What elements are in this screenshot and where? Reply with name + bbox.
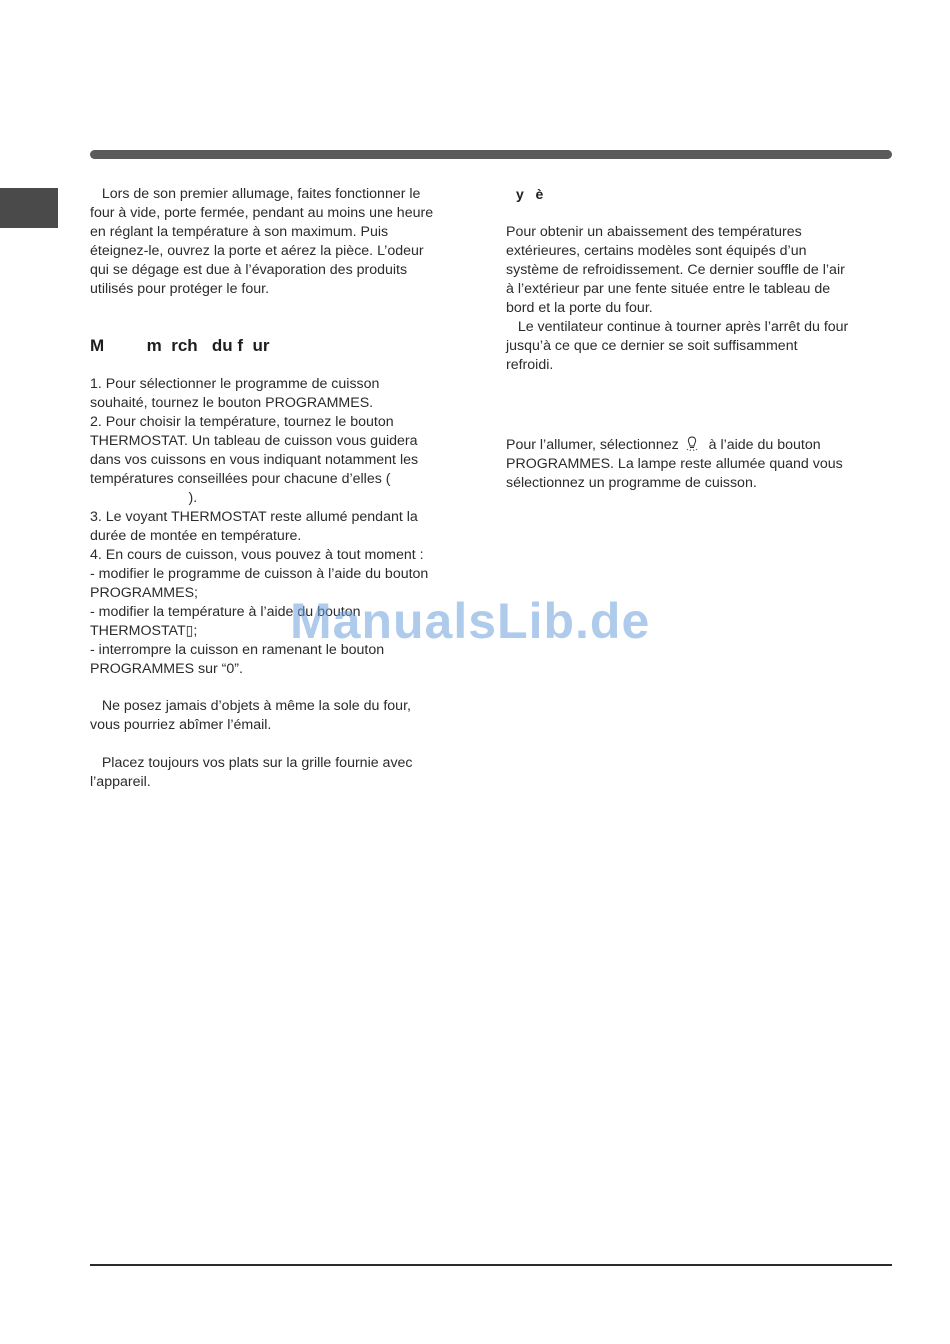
intro-line: four à vide, porte fermée, pendant au moins une heure [90, 205, 434, 221]
step-line: 2. Pour choisir la température, tournez le bouton [90, 414, 394, 430]
cooling-line: Le ventilateur continue à tourner après l’arrêt du four [506, 319, 849, 335]
step-line: durée de montée en température. [90, 528, 302, 544]
lamp-line: PROGRAMMES. La lampe reste allumée quand vous [506, 456, 843, 472]
step-line: - modifier le programme de cuisson à l’aide du bouton [90, 566, 429, 582]
lamp-line [506, 436, 843, 455]
note-line: Placez toujours vos plats sur la grille fournie avec [90, 755, 413, 771]
step-line: 3. Le voyant THERMOSTAT reste allumé pendant la [90, 509, 418, 525]
cooling-line: jusqu’à ce que ce dernier se soit suffisamment [506, 338, 798, 354]
cooling-line: Pour obtenir un abaissement des températures [506, 224, 802, 240]
step-line: températures conseillées pour chacune d’elles ( [90, 471, 391, 487]
step-line: - modifier la température à l’aide du bouton [90, 604, 361, 620]
note-grill [90, 754, 413, 792]
footer-rule [90, 1264, 892, 1266]
section-heading-cooling: y è [516, 186, 544, 202]
lamp-icon [685, 436, 699, 452]
section-heading-start: M m rch du f ur [90, 336, 270, 355]
intro-line: utilisés pour protéger le four. [90, 281, 270, 297]
watermark: ManualsLib.de [290, 593, 651, 649]
cooling-line: système de refroidissement. Ce dernier souffle de l’air [506, 262, 845, 278]
intro-paragraph [90, 185, 433, 299]
lamp-line: sélectionnez un programme de cuisson. [506, 475, 757, 491]
step-line: THERMOSTAT. Un tableau de cuisson vous guidera [90, 433, 418, 449]
cooling-line: bord et la porte du four. [506, 300, 653, 316]
step-line: 4. En cours de cuisson, vous pouvez à tout moment : [90, 547, 424, 563]
lamp-paragraph [506, 436, 843, 493]
step-line: - interrompre la cuisson en ramenant le bouton [90, 642, 385, 658]
step-line: PROGRAMMES; [90, 585, 198, 601]
intro-line: Lors de son premier allumage, faites fonctionner le [90, 186, 421, 202]
intro-line: éteignez-le, ouvrez la porte et aérez la pièce. L’odeur [90, 243, 424, 259]
language-tab [0, 188, 58, 228]
step-line: dans vos cuissons en vous indiquant notamment les [90, 452, 419, 468]
step-line: ). [90, 490, 198, 506]
step-line: PROGRAMMES sur “0”. [90, 661, 243, 677]
cooling-line: à l’extérieur par une fente située entre le tableau de [506, 281, 831, 297]
lamp-text-after: à l’aide du bouton [708, 437, 821, 453]
step-line: souhaité, tournez le bouton PROGRAMMES. [90, 395, 374, 411]
note-line: Ne posez jamais d’objets à même la sole du four, [90, 698, 411, 714]
cooling-line: extérieures, certains modèles sont équipés d’un [506, 243, 807, 259]
intro-line: qui se dégage est due à l’évaporation des produits [90, 262, 408, 278]
note-line: l’appareil. [90, 774, 151, 790]
step-line: THERMOSTAT▯; [90, 623, 198, 639]
cooling-line: refroidi. [506, 357, 554, 373]
header-bar [90, 150, 892, 159]
intro-line: en réglant la température à son maximum. Puis [90, 224, 389, 240]
note-enamel [90, 697, 411, 735]
note-line: vous pourriez abîmer l’émail. [90, 717, 272, 733]
lamp-text-before: Pour l’allumer, sélectionnez [506, 437, 679, 453]
step-line: 1. Pour sélectionner le programme de cuisson [90, 376, 380, 392]
cooling-paragraph [506, 223, 848, 375]
